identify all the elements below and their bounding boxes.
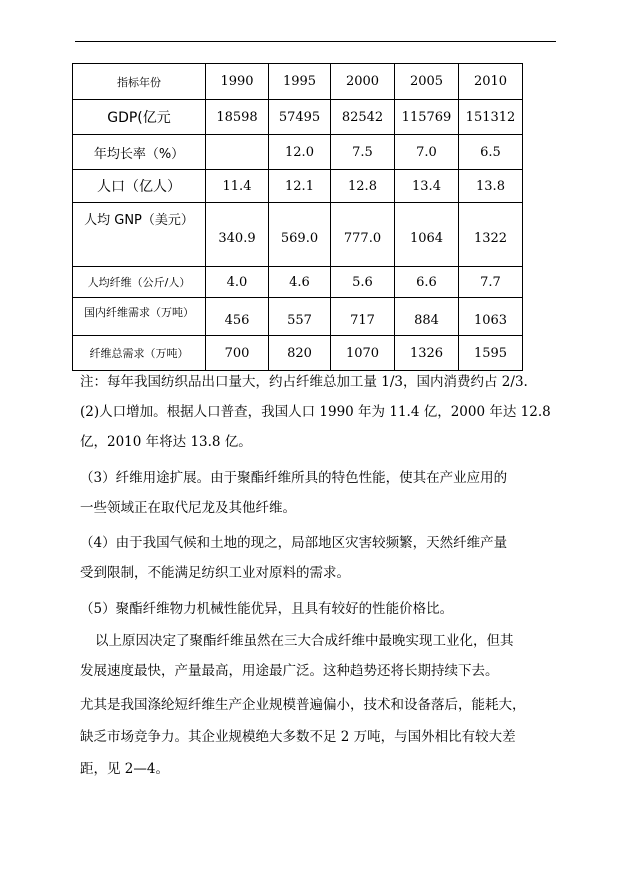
table-cell: 1326 bbox=[395, 336, 459, 371]
table-cell: 4.6 bbox=[269, 267, 331, 298]
table-cell: 4.0 bbox=[206, 267, 269, 298]
cell-value: 1322 bbox=[473, 231, 508, 246]
table-cell: 57495 bbox=[269, 100, 331, 135]
table-cell: 1070 bbox=[331, 336, 395, 371]
table-cell: 115769 bbox=[395, 100, 459, 135]
table-cell bbox=[331, 203, 395, 267]
paragraph-4-line-2: 受到限制，不能满足纺织工业对原料的需求。 bbox=[80, 565, 350, 581]
table-cell: 12.0 bbox=[269, 135, 331, 170]
cell-value: 884 bbox=[414, 313, 439, 328]
row-label-domestic-demand: 国内纤维需求（万吨） bbox=[73, 298, 206, 336]
table-cell bbox=[459, 203, 523, 267]
table-header-row bbox=[73, 64, 523, 100]
row-label-gdp: GDP(亿元 bbox=[73, 100, 206, 135]
cell-value: 1063 bbox=[473, 313, 508, 328]
table-cell: 1595 bbox=[459, 336, 523, 371]
year-2010: 2010 bbox=[459, 64, 523, 100]
table-row-domestic-demand bbox=[73, 298, 523, 336]
cell-value: 456 bbox=[224, 313, 250, 328]
table-cell: 12.1 bbox=[269, 170, 331, 203]
cell-value: 1064 bbox=[409, 231, 444, 246]
paragraph-4-line-1: （4）由于我国气候和土地的现之，局部地区灾害较频繁，天然纤维产量 bbox=[80, 535, 508, 551]
header-rule bbox=[75, 41, 556, 42]
row-label-fiber-per-capita: 人均纤维（公斤/人） bbox=[73, 267, 206, 298]
table-cell: 7.7 bbox=[459, 267, 523, 298]
table-cell: 13.4 bbox=[395, 170, 459, 203]
table-cell bbox=[395, 298, 459, 336]
cell-value: 340.9 bbox=[218, 231, 256, 246]
table-cell: 700 bbox=[206, 336, 269, 371]
row-label-population: 人口（亿人） bbox=[73, 170, 206, 203]
row-label-total-demand: 纤维总需求（万吨） bbox=[73, 336, 206, 371]
table-cell bbox=[395, 203, 459, 267]
paragraph-2-line-1: (2)人口增加。根据人口普查，我国人口 1990 年为 11.4 亿，2000 年达 12.8 bbox=[80, 404, 551, 420]
table-row-gdp bbox=[73, 100, 523, 135]
table-cell bbox=[459, 298, 523, 336]
year-2000: 2000 bbox=[331, 64, 395, 100]
row-label-gnp: 人均 GNP（美元） bbox=[73, 203, 206, 267]
row-label-growth: 年均长率（%） bbox=[73, 135, 206, 170]
year-2005: 2005 bbox=[395, 64, 459, 100]
table-cell: 5.6 bbox=[331, 267, 395, 298]
table-cell bbox=[206, 298, 269, 336]
table-cell: 6.6 bbox=[395, 267, 459, 298]
year-1990: 1990 bbox=[206, 64, 269, 100]
table-cell: 6.5 bbox=[459, 135, 523, 170]
table-cell: 820 bbox=[269, 336, 331, 371]
table-cell: 18598 bbox=[206, 100, 269, 135]
table-cell bbox=[331, 298, 395, 336]
cell-value: 557 bbox=[287, 313, 312, 328]
table-cell: 151312 bbox=[459, 100, 523, 135]
table-cell: 13.8 bbox=[459, 170, 523, 203]
paragraph-7-line-3: 距，见 2—4。 bbox=[80, 761, 169, 777]
cell-value: 569.0 bbox=[280, 231, 319, 246]
table-row-growth bbox=[73, 135, 523, 170]
table-cell bbox=[206, 135, 269, 170]
table-cell bbox=[269, 298, 331, 336]
paragraph-6-line-1: 以上原因决定了聚酯纤维虽然在三大合成纤维中最晚实现工业化，但其 bbox=[95, 633, 514, 649]
table-cell bbox=[206, 203, 269, 267]
table-cell: 7.5 bbox=[331, 135, 395, 170]
paragraph-7-line-1: 尤其是我国涤纶短纤维生产企业规模普遍偏小，技术和设备落后，能耗大， bbox=[80, 697, 526, 713]
table-cell: 11.4 bbox=[206, 170, 269, 203]
table-row-total-demand bbox=[73, 336, 523, 371]
header-label: 指标年份 bbox=[73, 64, 206, 100]
table-cell: 7.0 bbox=[395, 135, 459, 170]
table-row-population bbox=[73, 170, 523, 203]
paragraph-3-line-1: （3）纤维用途扩展。由于聚酯纤维所具的特色性能，使其在产业应用的 bbox=[80, 470, 508, 486]
table-row-gnp bbox=[73, 203, 523, 267]
table-note: 注：每年我国纺织品出口量大，约占纤维总加工量 1/3，国内消费约占 2/3. bbox=[80, 374, 528, 390]
year-1995: 1995 bbox=[269, 64, 331, 100]
paragraph-2-line-2: 亿，2010 年将达 13.8 亿。 bbox=[80, 434, 252, 450]
cell-value: 717 bbox=[350, 313, 375, 328]
paragraph-7-line-2: 缺乏市场竞争力。其企业规模绝大多数不足 2 万吨，与国外相比有较大差 bbox=[80, 729, 516, 745]
paragraph-6-line-2: 发展速度最快，产量最高，用途最广泛。这种趋势还将长期持续下去。 bbox=[80, 663, 499, 679]
table-cell bbox=[269, 203, 331, 267]
paragraph-5-line-1: （5）聚酯纤维物力机械性能优异，且具有较好的性能价格比。 bbox=[80, 601, 454, 617]
table-row-fiber-per-capita bbox=[73, 267, 523, 298]
paragraph-3-line-2: 一些领域正在取代尼龙及其他纤维。 bbox=[80, 500, 296, 516]
table-cell: 12.8 bbox=[331, 170, 395, 203]
indicator-table bbox=[72, 63, 523, 371]
cell-value: 777.0 bbox=[343, 231, 382, 246]
table-cell: 82542 bbox=[331, 100, 395, 135]
